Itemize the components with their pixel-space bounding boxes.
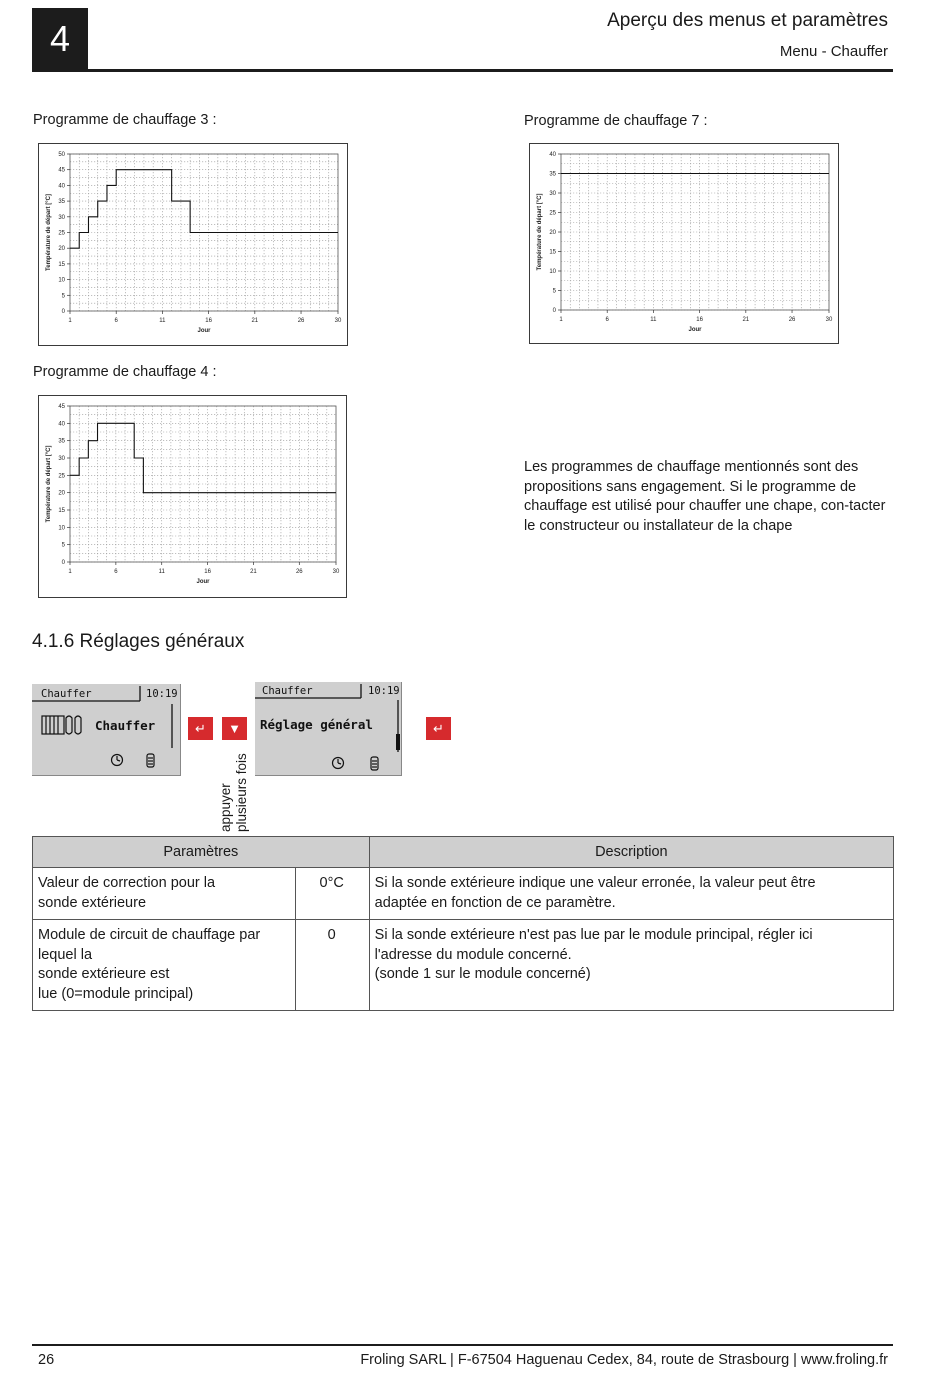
x-tick-label: 30: [332, 569, 340, 575]
y-tick-label: 15: [58, 261, 65, 268]
x-tick-label: 11: [159, 318, 166, 324]
y-tick-label: 25: [549, 210, 556, 217]
x-tick-label: 1: [68, 318, 72, 324]
x-axis-title: Jour: [196, 579, 210, 585]
chart-prog3-svg: [39, 144, 347, 345]
x-axis-title: Jour: [197, 328, 211, 334]
caption-prog3: Programme de chauffage 3 :: [33, 112, 217, 128]
x-tick-label: 16: [205, 318, 212, 324]
screen2-clock: 10:19: [368, 685, 400, 697]
page-subtitle: Menu - Chauffer: [779, 43, 888, 60]
y-tick-label: 10: [58, 277, 65, 284]
display-screen-chauffer-graphic: [32, 684, 180, 775]
header-divider: [32, 69, 893, 72]
param-description: Si la sonde extérieure n'est pas lue par le module principal, régler ici l'adresse du module concerné. (sonde 1 sur le module concerné): [369, 920, 893, 1011]
y-tick-label: 35: [58, 438, 65, 445]
x-tick-label: 21: [250, 569, 257, 575]
chart-prog7: [529, 143, 839, 344]
press-note-line1: appuyer: [218, 783, 233, 832]
param-name: Module de circuit de chauffage par lequel la sonde extérieure est lue (0=module principal): [33, 920, 296, 1011]
y-tick-label: 45: [58, 167, 65, 174]
x-tick-label: 6: [114, 569, 118, 575]
x-tick-label: 26: [297, 318, 305, 324]
boiler-icon: [371, 757, 378, 770]
y-tick-label: 20: [58, 490, 65, 497]
screen1-menu-label: Chauffer: [41, 688, 92, 700]
param-name: Valeur de correction pour la sonde extérieure: [33, 868, 296, 920]
header-parameters: Paramètres: [33, 837, 370, 868]
y-tick-label: 15: [549, 249, 556, 256]
y-tick-label: 15: [58, 508, 65, 514]
y-tick-label: 40: [549, 152, 556, 158]
y-tick-label: 5: [552, 288, 556, 295]
section-title: 4.1.6 Réglages généraux: [32, 631, 245, 652]
x-tick-label: 16: [696, 317, 703, 323]
y-tick-label: 50: [58, 152, 65, 158]
x-tick-label: 21: [742, 317, 750, 323]
y-tick-label: 25: [58, 230, 65, 237]
screen1-title: Chauffer: [95, 718, 156, 733]
y-tick-label: 40: [58, 421, 65, 428]
display-screen-reglage-general: [255, 682, 402, 776]
y-tick-label: 30: [58, 214, 65, 221]
page-title: Aperçu des menus et paramètres: [607, 10, 888, 31]
chart-prog3: [38, 143, 348, 346]
param-value: 0: [295, 920, 369, 1011]
scroll-indicator: [396, 734, 400, 750]
enter-key-icon-2[interactable]: ↵: [426, 717, 451, 740]
screen2-title: Réglage général: [260, 717, 373, 732]
y-tick-label: 20: [549, 230, 556, 236]
x-tick-label: 6: [605, 317, 609, 323]
y-tick-label: 25: [58, 473, 65, 480]
screen2-menu-label: Chauffer: [262, 685, 313, 697]
table-header-row: [33, 837, 894, 868]
y-tick-label: 0: [61, 560, 65, 566]
y-tick-label: 5: [61, 542, 65, 549]
chart-prog4-svg: [39, 396, 346, 597]
clock-icon: [333, 758, 344, 769]
y-axis-title: Température de départ [°C]: [46, 445, 52, 523]
footer-company-info: Froling SARL | F-67504 Haguenau Cedex, 84, route de Strasbourg | www.froling.fr: [360, 1352, 888, 1368]
table-row: [33, 868, 894, 920]
y-tick-label: 35: [549, 171, 556, 178]
y-tick-label: 0: [552, 308, 556, 314]
x-tick-label: 21: [251, 318, 259, 324]
caption-prog4: Programme de chauffage 4 :: [33, 364, 217, 380]
x-tick-label: 11: [158, 569, 165, 575]
header-description: Description: [369, 837, 893, 868]
chapter-number: 4: [49, 18, 71, 59]
page-number: 26: [38, 1352, 55, 1368]
enter-key-icon[interactable]: ↵: [188, 717, 213, 740]
press-several-times-note: [214, 742, 254, 830]
x-tick-label: 16: [204, 569, 211, 575]
screen1-clock: 10:19: [146, 688, 178, 700]
x-tick-label: 30: [334, 318, 342, 324]
y-tick-label: 30: [549, 191, 556, 197]
x-tick-label: 26: [788, 317, 796, 323]
y-tick-label: 10: [58, 525, 65, 532]
parameters-table: [32, 836, 894, 1011]
y-tick-label: 35: [58, 199, 65, 206]
x-tick-label: 26: [295, 569, 303, 575]
y-tick-label: 0: [61, 309, 65, 315]
x-tick-label: 30: [825, 317, 833, 323]
y-tick-label: 40: [58, 183, 65, 190]
boiler-icon: [147, 754, 154, 767]
y-tick-label: 5: [61, 293, 65, 300]
y-tick-label: 30: [58, 456, 65, 462]
caption-prog7: Programme de chauffage 7 :: [524, 113, 708, 129]
y-tick-label: 45: [58, 404, 65, 410]
chart-prog4: [38, 395, 347, 598]
x-tick-label: 1: [559, 317, 563, 323]
x-tick-label: 6: [114, 318, 118, 324]
display-screen-chauffer: [32, 684, 181, 776]
param-value: 0°C: [295, 868, 369, 920]
y-axis-title: Température de départ [°C]: [537, 193, 543, 271]
y-tick-label: 10: [549, 269, 556, 275]
down-arrow-key-icon[interactable]: ▼: [222, 717, 247, 740]
clock-icon: [112, 755, 123, 766]
radiator-icon: [42, 716, 81, 734]
footer-divider: [32, 1344, 893, 1346]
x-axis-title: Jour: [688, 327, 702, 333]
table-row: [33, 920, 894, 1011]
x-tick-label: 1: [68, 569, 72, 575]
display-screen-reglage-graphic: [255, 682, 401, 775]
heating-programs-note: Les programmes de chauffage mentionnés sont des propositions sans engagement. Si le programme de chauffage est utilisé pour chauffer une chape, con-tacter le constructeur ou installateur de la chape: [524, 459, 886, 534]
param-description: Si la sonde extérieure indique une valeur erronée, la valeur peut être adaptée en fonction de ce paramètre.: [369, 868, 893, 920]
y-axis-title: Température de départ [°C]: [46, 194, 52, 271]
chart-prog7-svg: [530, 144, 838, 343]
chapter-number-box: [32, 8, 88, 70]
press-note-line2: plusieurs fois: [234, 753, 249, 832]
x-tick-label: 11: [650, 317, 657, 323]
chart-plot-area: [561, 154, 829, 310]
y-tick-label: 20: [58, 246, 65, 253]
